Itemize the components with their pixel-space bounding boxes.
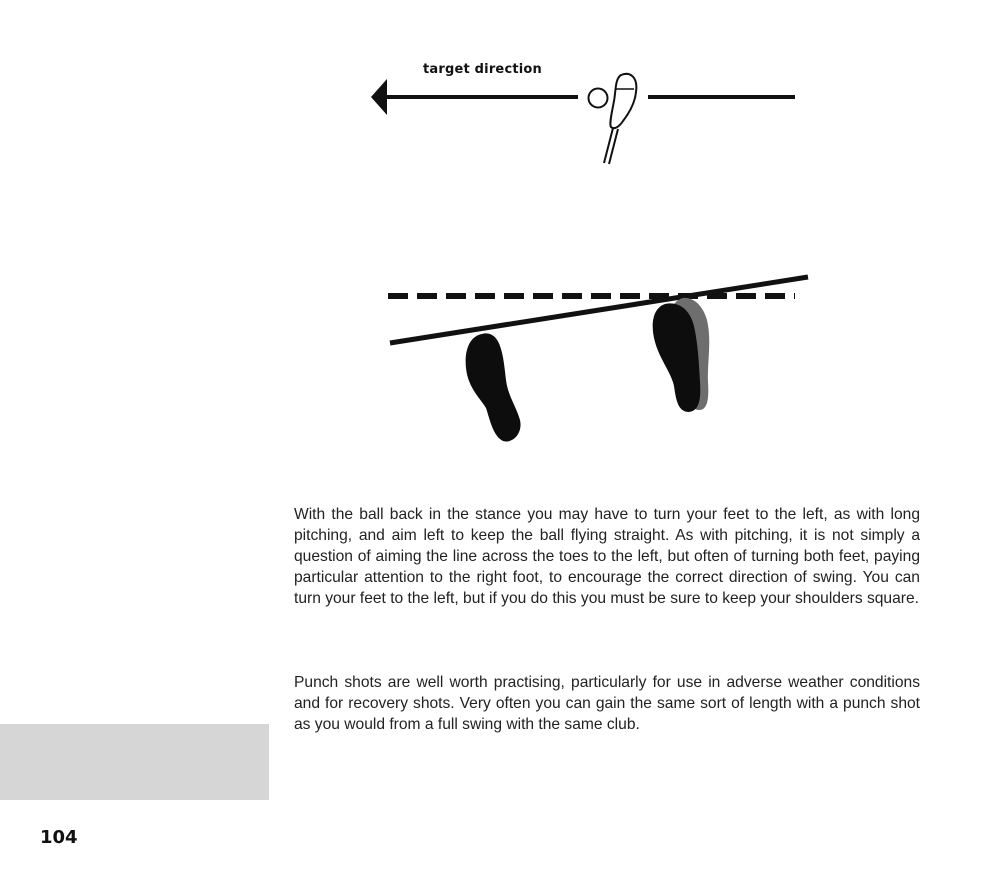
target-direction-label: target direction [423, 62, 543, 77]
body-paragraph-1: With the ball back in the stance you may have to turn your feet to the left, as with long pitching, and aim left to keep the ball flying straight. As with pitching, it is not simply a question of aiming the line across the toes to the left, but often of turning both feet, paying particular attention to the right foot, to encourage the correct direction of swing. You can turn your feet to the left, but if you do this you must be sure to keep your shoulders square. [294, 506, 920, 607]
golf-ball-icon [589, 89, 608, 108]
foot-alignment-line [390, 277, 808, 343]
club-head-icon [604, 74, 636, 164]
left-footprint-icon [466, 333, 521, 441]
body-paragraph-2: Punch shots are well worth practising, particularly for use in adverse weather conditions and for recovery shots. Very often you can gain the same sort of length with a punch shot as you would from a full swing with the same club. [294, 674, 920, 733]
page-number: 104 [40, 827, 78, 848]
gray-margin-block [0, 724, 269, 800]
target-direction-arrow [371, 79, 795, 115]
